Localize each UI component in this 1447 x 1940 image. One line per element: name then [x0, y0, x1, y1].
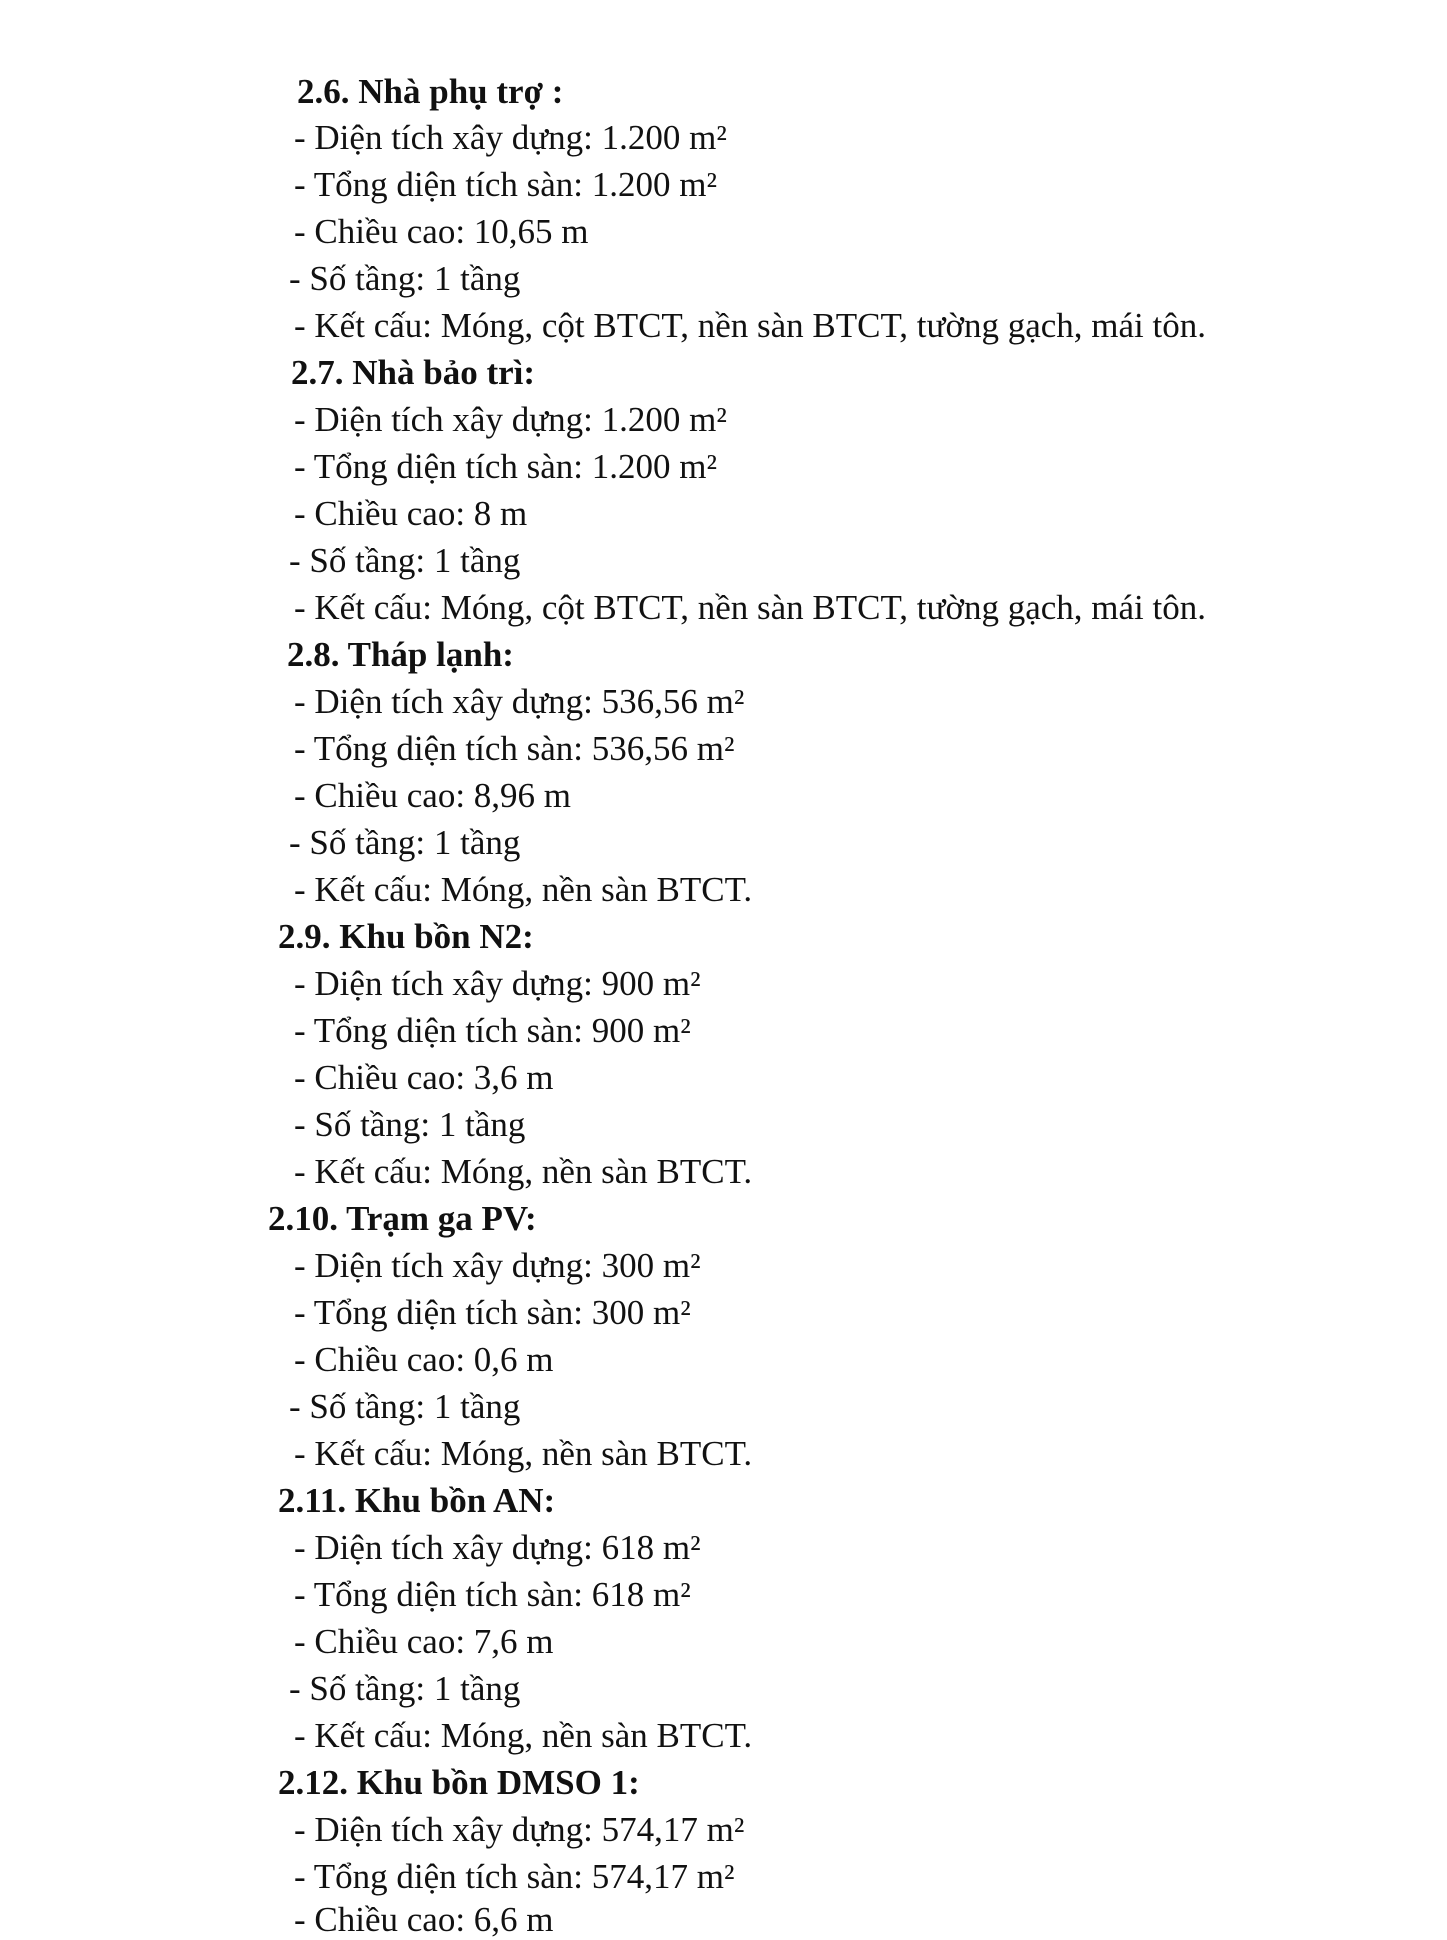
list-item: - Tổng diện tích sàn: 574,17 m²	[294, 1857, 735, 1896]
list-item: - Kết cấu: Móng, nền sàn BTCT.	[294, 1152, 753, 1191]
list-item: - Diện tích xây dựng: 536,56 m²	[294, 682, 745, 721]
section-heading: 2.11. Khu bồn AN:	[278, 1481, 556, 1520]
list-item: - Tổng diện tích sàn: 900 m²	[294, 1011, 691, 1050]
list-item: - Diện tích xây dựng: 300 m²	[294, 1246, 701, 1285]
list-item: - Số tầng: 1 tầng	[294, 1105, 526, 1144]
list-item: - Diện tích xây dựng: 574,17 m²	[294, 1810, 745, 1849]
list-item: - Kết cấu: Móng, nền sàn BTCT.	[294, 1716, 753, 1755]
list-item: - Kết cấu: Móng, nền sàn BTCT.	[294, 870, 753, 909]
list-item: - Tổng diện tích sàn: 300 m²	[294, 1293, 691, 1332]
list-item: - Số tầng: 1 tầng	[289, 541, 521, 580]
list-item: - Diện tích xây dựng: 1.200 m²	[294, 400, 727, 439]
list-item: - Kết cấu: Móng, nền sàn BTCT.	[294, 1434, 753, 1473]
list-item: - Diện tích xây dựng: 900 m²	[294, 964, 701, 1003]
list-item: - Số tầng: 1 tầng	[289, 1669, 521, 1708]
section-heading: 2.8. Tháp lạnh:	[287, 635, 514, 674]
list-item: - Số tầng: 1 tầng	[289, 1387, 521, 1426]
list-item: - Diện tích xây dựng: 1.200 m²	[294, 118, 727, 157]
section-heading: 2.10. Trạm ga PV:	[268, 1199, 537, 1238]
list-item: - Chiều cao: 8 m	[294, 494, 528, 533]
list-item: - Tổng diện tích sàn: 1.200 m²	[294, 447, 717, 486]
list-item: - Tổng diện tích sàn: 1.200 m²	[294, 165, 717, 204]
list-item: - Diện tích xây dựng: 618 m²	[294, 1528, 701, 1567]
list-item: - Tổng diện tích sàn: 618 m²	[294, 1575, 691, 1614]
list-item: - Chiều cao: 7,6 m	[294, 1622, 554, 1661]
section-heading: 2.12. Khu bồn DMSO 1:	[278, 1763, 640, 1802]
list-item: - Chiều cao: 0,6 m	[294, 1340, 554, 1379]
list-item: - Tổng diện tích sàn: 536,56 m²	[294, 729, 735, 768]
section-heading: 2.9. Khu bồn N2:	[278, 917, 534, 956]
list-item: - Số tầng: 1 tầng	[289, 259, 521, 298]
list-item: - Kết cấu: Móng, cột BTCT, nền sàn BTCT, tường gạch, mái tôn.	[294, 306, 1206, 345]
list-item: - Chiều cao: 8,96 m	[294, 776, 572, 815]
list-item: - Kết cấu: Móng, cột BTCT, nền sàn BTCT, tường gạch, mái tôn.	[294, 588, 1206, 627]
list-item: - Chiều cao: 10,65 m	[294, 212, 589, 251]
list-item: - Số tầng: 1 tầng	[289, 823, 521, 862]
section-heading: 2.7. Nhà bảo trì:	[291, 353, 536, 392]
list-item: - Chiều cao: 6,6 m	[294, 1900, 554, 1939]
list-item: - Chiều cao: 3,6 m	[294, 1058, 554, 1097]
section-heading: 2.6. Nhà phụ trợ :	[297, 72, 564, 111]
